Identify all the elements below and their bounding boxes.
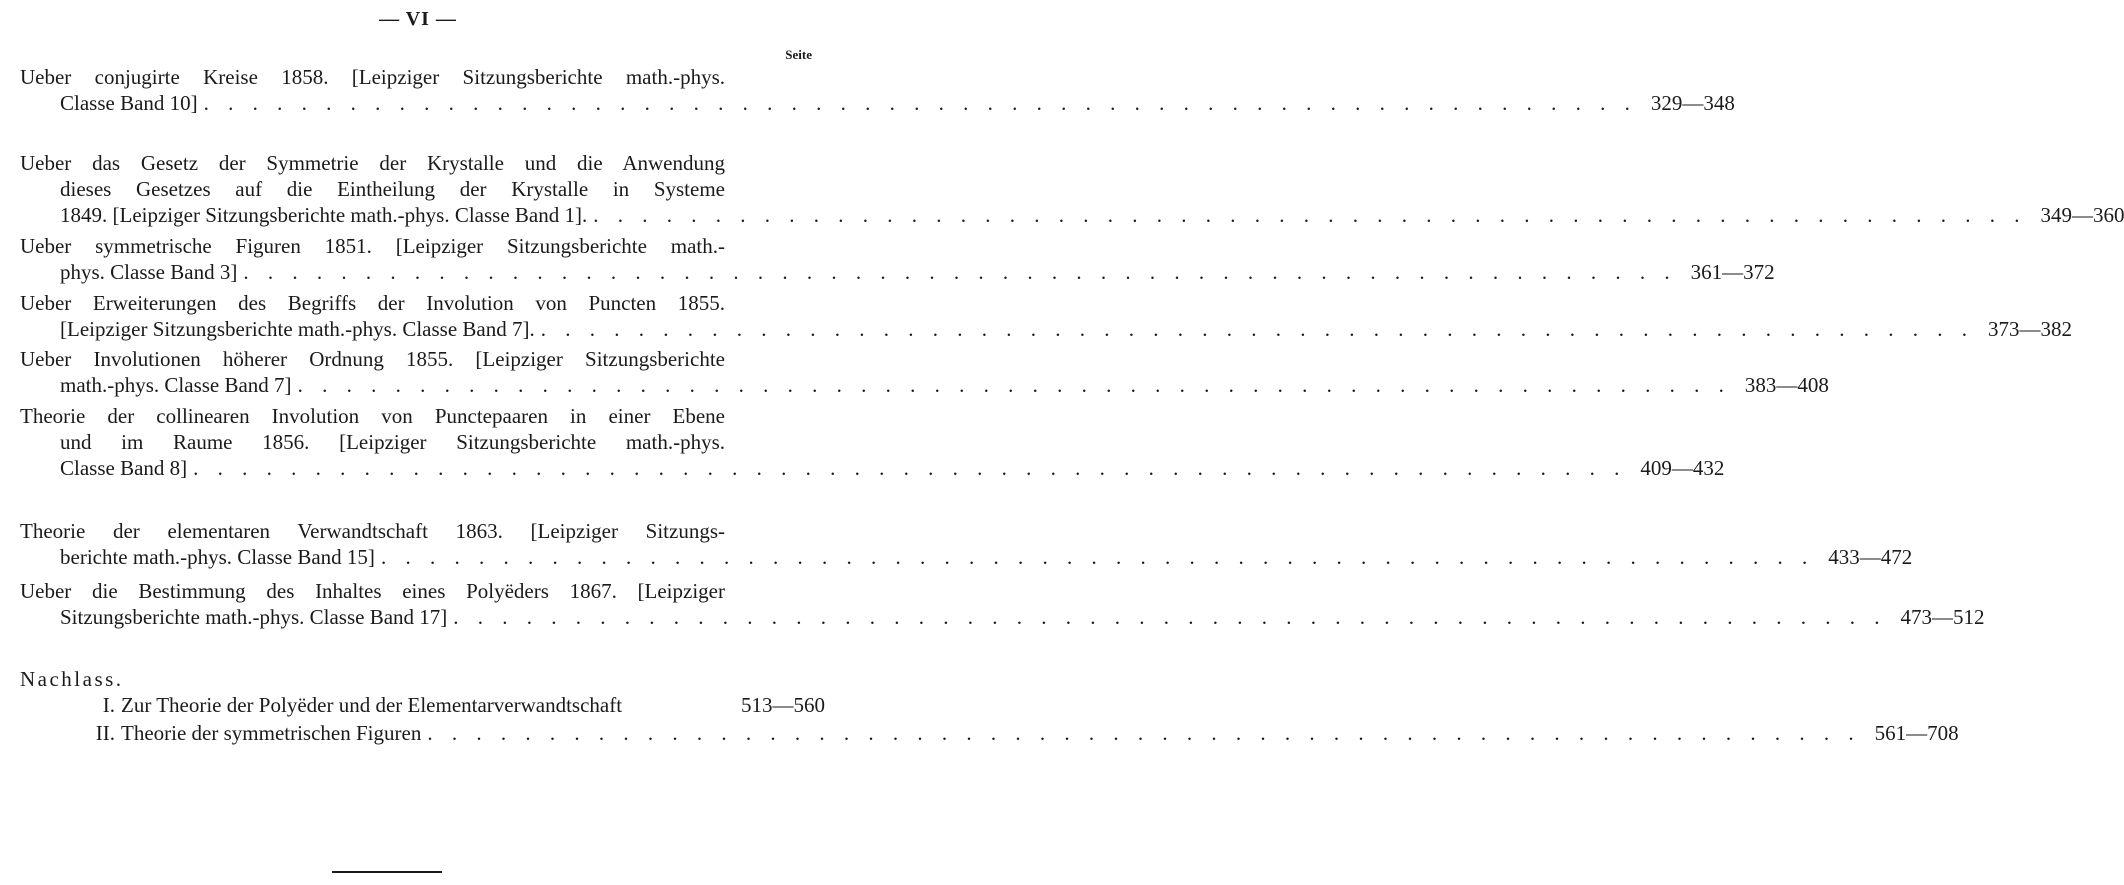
entry-last-line [20,202,2124,228]
entry-line: Ueber conjugirte Kreise 1858. [Leipziger Sitzungsberichte math.-phys. [20,65,725,89]
nachlass-heading: Nachlass. [20,667,124,691]
entry-text [20,692,622,718]
entry-line: Ueber symmetrische Figuren 1851. [Leipziger Sitzungsberichte math.- [20,234,725,258]
roman-numeral: II. [95,721,115,745]
entry-line: Ueber Involutionen höherer Ordnung 1855. [Leipziger Sitzungsberichte [20,347,725,371]
toc-entry [20,290,2072,342]
entry-line: und im Raume 1856. [Leipziger Sitzungsberichte math.-phys. [60,430,725,454]
dot-leader: . . . . . . . . . . . . . . . . . . . . . . . . . . . . . . . . . . . . . . . . . . . . . . . . . . . . . . . . . . . [243,260,1677,284]
page-range: 373—382 [1987,317,2072,341]
entry-text: 1849. [Leipziger Sitzungsberichte math.-phys. Classe Band 1]. [60,203,588,227]
toc-entry [20,578,1985,630]
entry-line: Ueber das Gesetz der Symmetrie der Krystalle und die Anwendung [20,151,725,175]
entry-last-line [20,544,1913,570]
entry-line: Theorie der collinearen Involution von Punctepaaren in einer Ebene [20,404,725,428]
nachlass-item [20,720,1959,746]
page-range: 561—708 [1874,721,1959,745]
nachlass-item [20,692,825,718]
entry-text: phys. Classe Band 3] [60,260,238,284]
column-label-seite: Seite [785,47,812,62]
entry-last-line [20,259,1775,285]
page-range: 349—360 [2040,203,2124,227]
page-range: 329—348 [1650,91,1735,115]
entry-last-line [20,316,2072,342]
page-range: 513—560 [741,693,825,717]
entry-last-line [20,90,1735,116]
entry-last-line [20,692,825,718]
toc-entry [20,150,2124,228]
entry-text: [Leipziger Sitzungsberichte math.-phys. Classe Band 7]. [60,317,535,341]
item-title: Theorie der symmetrischen Figuren [121,721,422,745]
entry-text: math.-phys. Classe Band 7] [60,373,292,397]
toc-entry [20,518,1913,570]
page-range: 383—408 [1744,373,1829,397]
dot-leader: . . . . . . . . . . . . . . . . . . . . . . . . . . . . . . . . . . . . . . . . . . . . . . . . . . . . . . . . . . . [297,373,1731,397]
page-range: 433—472 [1828,545,1913,569]
entry-text: Sitzungsberichte math.-phys. Classe Band 17] [60,605,448,629]
entry-last-line [20,604,1985,630]
toc-entry [20,64,1735,116]
dot-leader: . . . . . . . . . . . . . . . . . . . . . . . . . . . . . . . . . . . . . . . . . . . . . . . . . . . . . . . . . . . [193,456,1627,480]
page-range: 361—372 [1690,260,1775,284]
roman-numeral: I. [102,693,115,717]
entry-last-line [20,455,1725,481]
dot-leader: . . . . . . . . . . . . . . . . . . . . . . . . . . . . . . . . . . . . . . . . . . . . . . . . . . . . . . . . . . . [453,605,1887,629]
dot-leader: . . . . . . . . . . . . . . . . . . . . . . . . . . . . . . . . . . . . . . . . . . . . . . . . . . . . . . . . . . . [593,203,2027,227]
entry-text [20,720,421,746]
entry-text: Classe Band 10] [60,91,198,115]
toc-entry [20,403,1725,481]
dot-leader: . . . . . . . . . . . . . . . . . . . . . . . . . . . . . . . . . . . . . . . . . . . . . . . . . . . . . . . . . . . [427,721,1861,745]
page-number: — VI — [379,8,457,30]
entry-text: Classe Band 8] [60,456,188,480]
item-title: Zur Theorie der Polyëder und der Elementarverwandtschaft [121,693,623,717]
entry-line: Ueber die Bestimmung des Inhaltes eines Polyëders 1867. [Leipziger [20,579,725,603]
page-range: 409—432 [1640,456,1725,480]
page-range: 473—512 [1900,605,1985,629]
closing-rule [332,871,442,873]
entry-line: Ueber Erweiterungen des Begriffs der Involution von Puncten 1855. [20,291,725,315]
dot-leader: . . . . . . . . . . . . . . . . . . . . . . . . . . . . . . . . . . . . . . . . . . . . . . . . . . . . . . . . . . . [203,91,1637,115]
toc-entry [20,346,1829,398]
entry-text: berichte math.-phys. Classe Band 15] [60,545,375,569]
entry-last-line [20,720,1959,746]
dot-leader: . . . . . . . . . . . . . . . . . . . . . . . . . . . . . . . . . . . . . . . . . . . . . . . . . . . . . . . . . . . [380,545,1815,569]
entry-last-line [20,372,1829,398]
entry-line: dieses Gesetzes auf die Eintheilung der Krystalle in Systeme [60,177,725,201]
dot-leader: . . . . . . . . . . . . . . . . . . . . . . . . . . . . . . . . . . . . . . . . . . . . . . . . . . . . . . . . . . . [540,317,1974,341]
entry-line: Theorie der elementaren Verwandtschaft 1863. [Leipziger Sitzungs- [20,519,725,543]
toc-entry [20,233,1775,285]
